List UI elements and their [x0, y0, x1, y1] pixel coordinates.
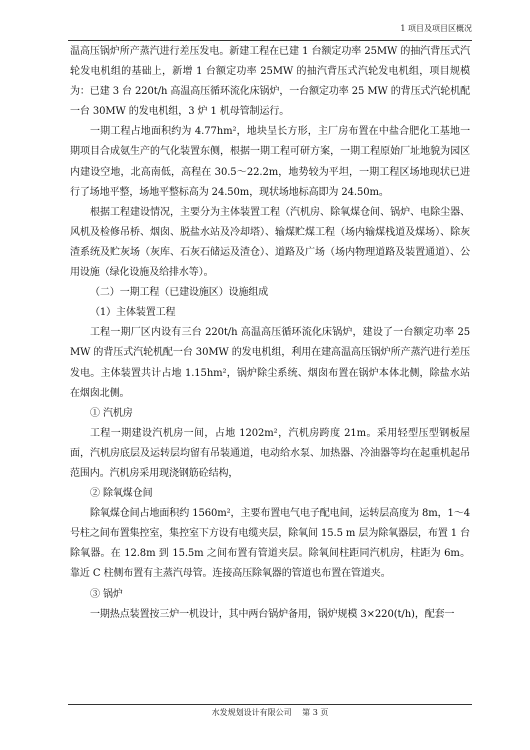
- item-heading: ③ 锅炉: [90, 588, 123, 600]
- page-header: [68, 22, 472, 41]
- header-section-title: 1 项目及项目区概况: [400, 24, 472, 33]
- item-heading: ② 除氧煤仓间: [90, 488, 153, 500]
- paragraph: 除氧煤仓间占地面积约 1560m²，主要布置电气电子配电间，运转层高度为 8m，1～4 号柱之间布置集控室，集控室下方设有电缆夹层，除氧间 15.5 m 层为除氧器层，布置 1 台除氧器。在 12.8m 到 15.5m 之间布置有管道夹层。除氧间柱距同汽机房，柱距为 6m。靠近 C 柱侧布置有主蒸汽母管。连接高压除氧器的管道也布置在管道夹。: [70, 508, 470, 580]
- footer-company: 水发规划设计有限公司: [211, 708, 292, 717]
- document-body: [70, 42, 470, 625]
- paragraph: 工程一期建设汽机房一间，占地 1202m²，汽机房跨度 21m。采用轻型压型钢板屋面，汽机房底层及运转层均留有吊装通道，电动给水泵、加热器、冷油器等均在起重机起吊范围内。汽机房采用现浇钢筋砼结构，: [70, 427, 470, 479]
- paragraph: 工程一期厂区内设有三台 220t/h 高温高压循环流化床锅炉，建设了一台额定功率 25 MW 的背压式汽轮机配一台 30MW 的发电机组，利用在建高温高压锅炉所产蒸汽进行差压发电。主体装置共计占地 1.15hm²，锅炉除尘系统、烟囱布置在锅炉本体北侧，除盐水站在烟囱北侧。: [70, 327, 470, 399]
- page-number: 第 3 页: [302, 708, 329, 717]
- subsection-heading: （1）主体装置工程: [90, 307, 176, 319]
- paragraph: 根据工程建设情况，主要分为主体装置工程（汽机房、除氧煤仓间、锅炉、电除尘器、风机及检修吊桥、烟囱、脱盐水站及冷却塔）、输煤贮煤工程（场内输煤栈道及煤场）、除灰渣系统及贮灰场（灰库、石灰石储运及渣仓）、道路及广场（场内物理道路及装置通道）、公用设施（绿化设施及给排水等）。: [70, 206, 470, 279]
- paragraph: 温高压锅炉所产蒸汽进行差压发电。新建工程在已建 1 台额定功率 25MW 的抽汽背压式汽轮发电机组的基础上，新增 1 台额定功率 25MW 的抽汽背压式汽轮发电机组，项目规模为：已建 3 台 220t/h 高温高压循环流化床锅炉，一台额定功率 25 MW 的背压式汽轮机配一台 30MW 的发电机组，3 炉 1 机母管制运行。: [70, 46, 470, 118]
- page-footer: [68, 704, 472, 719]
- paragraph: 一期工程占地面积约为 4.77hm²，地块呈长方形，主厂房布置在中盐合肥化工基地一期项目合成氨生产的气化装置东侧，根据一期工程可研方案，一期工程原始厂址地貌为园区内建设空地，北高南低，高程在 30.5～22.2m，地势较为平坦，一期工程区场地现状已进行了场地平整，场地平整标高为 24.50m，现状场地标高即为 24.50m。: [70, 126, 470, 198]
- paragraph: 一期热点装置按三炉一机设计，其中两台锅炉备用，锅炉规模 3×220(t/h)，配套一: [90, 608, 455, 620]
- item-heading: ① 汽机房: [90, 407, 133, 419]
- section-heading: （二）一期工程（已建设施区）设施组成: [90, 287, 269, 299]
